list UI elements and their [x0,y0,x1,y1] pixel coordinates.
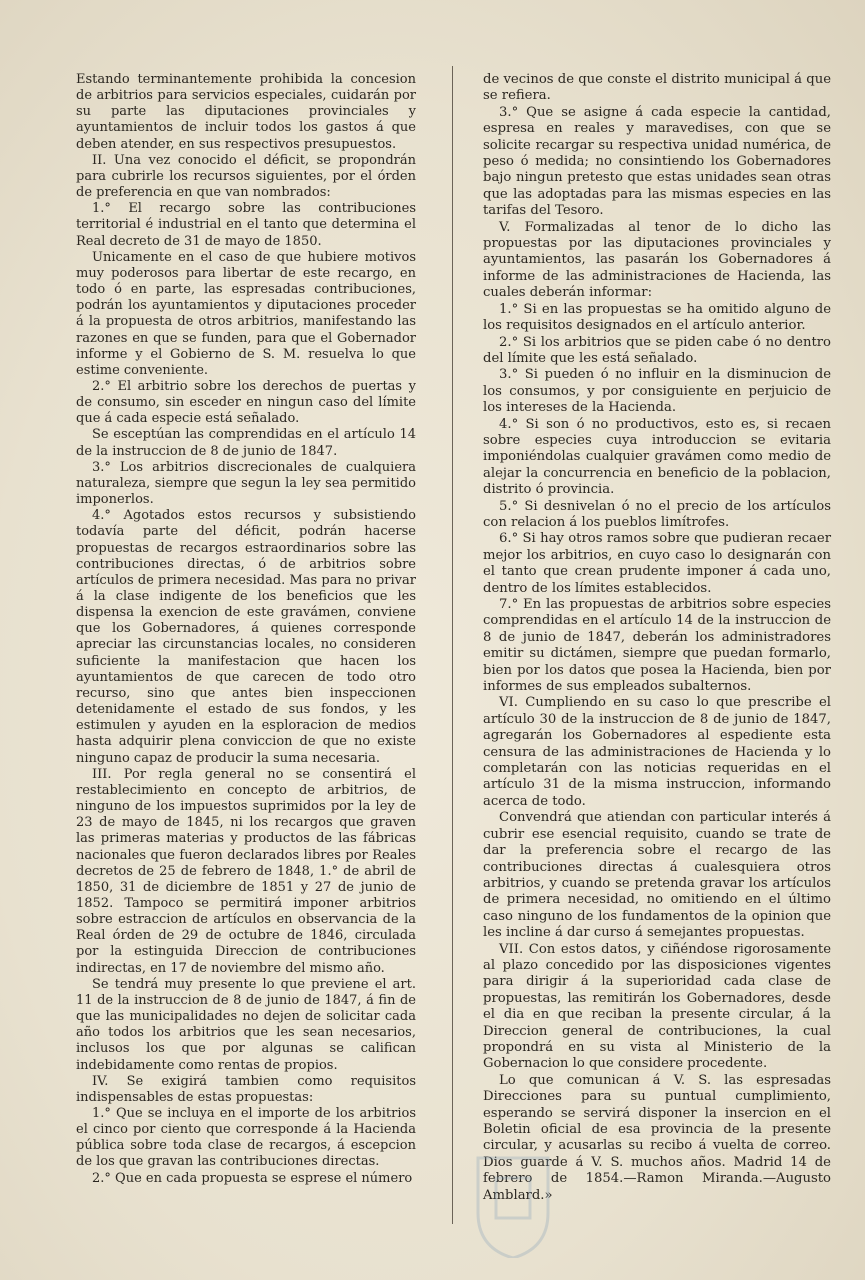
paragraph: 1.° El recargo sobre las contribuciones territorial é industrial en el tanto que determina el Real decreto de 31 de mayo de 1850. [76,201,416,249]
paragraph: Estando terminantemente prohibida la concesion de arbitrios para servicios especiales, cuidarán por su parte las diputaciones provinciales y ayuntamientos de incluir todos los gastos á que deben atender, en sus respectivos presupuestos. [76,72,416,152]
right-column [483,72,831,1204]
column-divider [452,66,453,1224]
paragraph: Lo que comunican á V. S. las espresadas Direcciones para su puntual cumplimiento, esperando se servirá disponer la insercion en el Boletin oficial de esa provincia de la presente circular, y acusarlas su recibo á vuelta de correo. Dios guarde á V. S. muchos años. Madrid 14 de febrero de 1854.—Ramon Miranda.—Augusto Amblard.» [483,1072,831,1203]
paragraph: VII. Con estos datos, y ciñéndose rigorosamente al plazo concedido por las disposiciones vigentes para dirigir á la superioridad cada clase de propuestas, las remitirán los Gobernadores, desde el dia en que reciban la presente circular, á la Direccion general de contribuciones, la cual propondrá en su vista al Ministerio de la Gobernacion lo que considere procedente. [483,941,831,1072]
paragraph: 3.° Si pueden ó no influir en la disminucion de los consumos, y por consiguiente en perjuicio de los intereses de la Hacienda. [483,367,831,416]
paragraph: 7.° En las propuestas de arbitrios sobre especies comprendidas en el artículo 14 de la instruccion de 8 de junio de 1847, deberán los administradores emitir su dictámen, siempre que puedan formarlo, bien por los datos que posea la Hacienda, bien por informes de sus empleados subalternos. [483,597,831,695]
paragraph: VI. Cumpliendo en su caso lo que prescribe el artículo 30 de la instruccion de 8 de junio de 1847, agregarán los Gobernadores al espediente esta censura de las administraciones de Hacienda y lo completarán con las noticias requeridas en el artículo 31 de la misma instruccion, informando acerca de todo. [483,695,831,809]
paragraph: Unicamente en el caso de que hubiere motivos muy poderosos para libertar de este recargo, en todo ó en parte, las espresadas contribuciones, podrán los ayuntamientos y diputaciones proceder á la propuesta de otros arbitrios, manifestando las razones en que se funden, para que el Gobernador informe y el Gobierno de S. M. resuelva lo que estime conveniente. [76,249,416,378]
paragraph: de vecinos de que conste el distrito municipal á que se refiera. [483,72,831,104]
paragraph: 1.° Que se incluya en el importe de los arbitrios el cinco por ciento que corresponde á la Hacienda pública sobre toda clase de recargos, á escepcion de los que gravan las contribuciones directas. [76,1106,416,1170]
paragraph: 3.° Que se asigne á cada especie la cantidad, espresa en reales y maravedises, con que se solicite recargar su respectiva unidad numérica, de peso ó medida; no consintiendo los Gobernadores bajo ningun pretesto que estas unidades sean otras que las adoptadas para las mismas especies en las tarifas del Tesoro. [483,104,831,219]
paragraph: 3.° Los arbitrios discrecionales de cualquiera naturaleza, siempre que segun la ley sea permitido imponerlos. [76,459,416,508]
paragraph: Se esceptúan las comprendidas en el artículo 14 de la instruccion de 8 de junio de 1847. [76,427,416,459]
paragraph: Se tendrá muy presente lo que previene el art. 11 de la instruccion de 8 de junio de 1847, á fin de que las municipalidades no dejen de solicitar cada año todos los arbitrios que les sean necesarios, inclusos los que por algunas se califican indebidamente como rentas de propios. [76,976,416,1073]
paragraph: 1.° Si en las propuestas se ha omitido alguno de los requisitos designados en el artículo anterior. [483,301,831,334]
paragraph: 4.° Si son ó no productivos, esto es, si recaen sobre especies cuya introduccion se evitaria imponiéndolas cualquier gravámen como medio de alejar la concurrencia en beneficio de la poblacion, distrito ó provincia. [483,416,831,498]
paragraph: V. Formalizadas al tenor de lo dicho las propuestas por las diputaciones provinciales y ayuntamientos, las pasarán los Gobernadores á informe de las administraciones de Hacienda, las cuales deberán informar: [483,219,831,301]
paragraph: II. Una vez conocido el déficit, se propondrán para cubrirle los recursos siguientes, por el órden de preferencia en que van nombrados: [76,152,416,201]
paragraph: 4.° Agotados estos recursos y subsistiendo todavía parte del déficit, podrán hacerse propuestas de recargos estraordinarios sobre las contribuciones directas, ó de arbitrios sobre artículos de primera necesidad. Mas para no privar á la clase indigente de los beneficios que les dispensa la exencion de este gravámen, conviene que los Gobernadores, á quienes corresponde apreciar las circunstancias locales, no consideren suficiente la manifestacion que hacen los ayuntamientos de que carecen de todo otro recurso, sino que antes bien inspeccionen detenidamente el estado de sus fondos, y les estimulen y ayuden en la esploracion de medios hasta adquirir plena conviccion de que no existe ninguno capaz de producir la suma necesaria. [76,508,416,766]
left-column [76,72,416,1187]
paragraph: III. Por regla general no se consentirá el restablecimiento en concepto de arbitrios, de ninguno de los impuestos suprimidos por la ley de 23 de mayo de 1845, ni los recargos que graven las primeras materias y productos de las fábricas nacionales que fueron declarados libres por Reales decretos de 25 de febrero de 1848, 1.° de abril de 1850, 31 de diciembre de 1851 y 27 de junio de 1852. Tampoco se permitirá imponer arbitrios sobre estraccion de artículos en observancia de la Real órden de 29 de octubre de 1846, circulada por la estinguida Direccion de contribuciones indirectas, en 17 de noviembre del mismo año. [76,766,416,976]
paragraph: 6.° Si hay otros ramos sobre que pudieran recaer mejor los arbitrios, en cuyo caso lo designarán con el tanto que crean prudente imponer á cada uno, dentro de los límites establecidos. [483,531,831,596]
paragraph: 5.° Si desnivelan ó no el precio de los artículos con relacion á los pueblos limítrofes. [483,498,831,530]
paragraph: IV. Se exigirá tambien como requisitos indispensables de estas propuestas: [76,1073,416,1105]
paragraph: Convendrá que atiendan con particular interés á cubrir ese esencial requisito, cuando se trate de dar la preferencia sobre el recargo de las contribuciones directas á cualesquiera otros arbitrios, y cuando se pretenda gravar los artículos de primera necesidad, no omitiendo en el último caso ninguno de los fundamentos de la opinion que les incline á dar curso á semejantes propuestas. [483,810,831,941]
paragraph: 2.° Que en cada propuesta se esprese el número [92,1170,413,1186]
paragraph: 2.° Si los arbitrios que se piden cabe ó no dentro del límite que les está señalado. [483,334,831,366]
archive-seal-watermark [468,1148,828,1258]
paragraph: 2.° El arbitrio sobre los derechos de puertas y de consumo, sin esceder en ningun caso del límite que á cada especie está señalado. [76,378,416,427]
